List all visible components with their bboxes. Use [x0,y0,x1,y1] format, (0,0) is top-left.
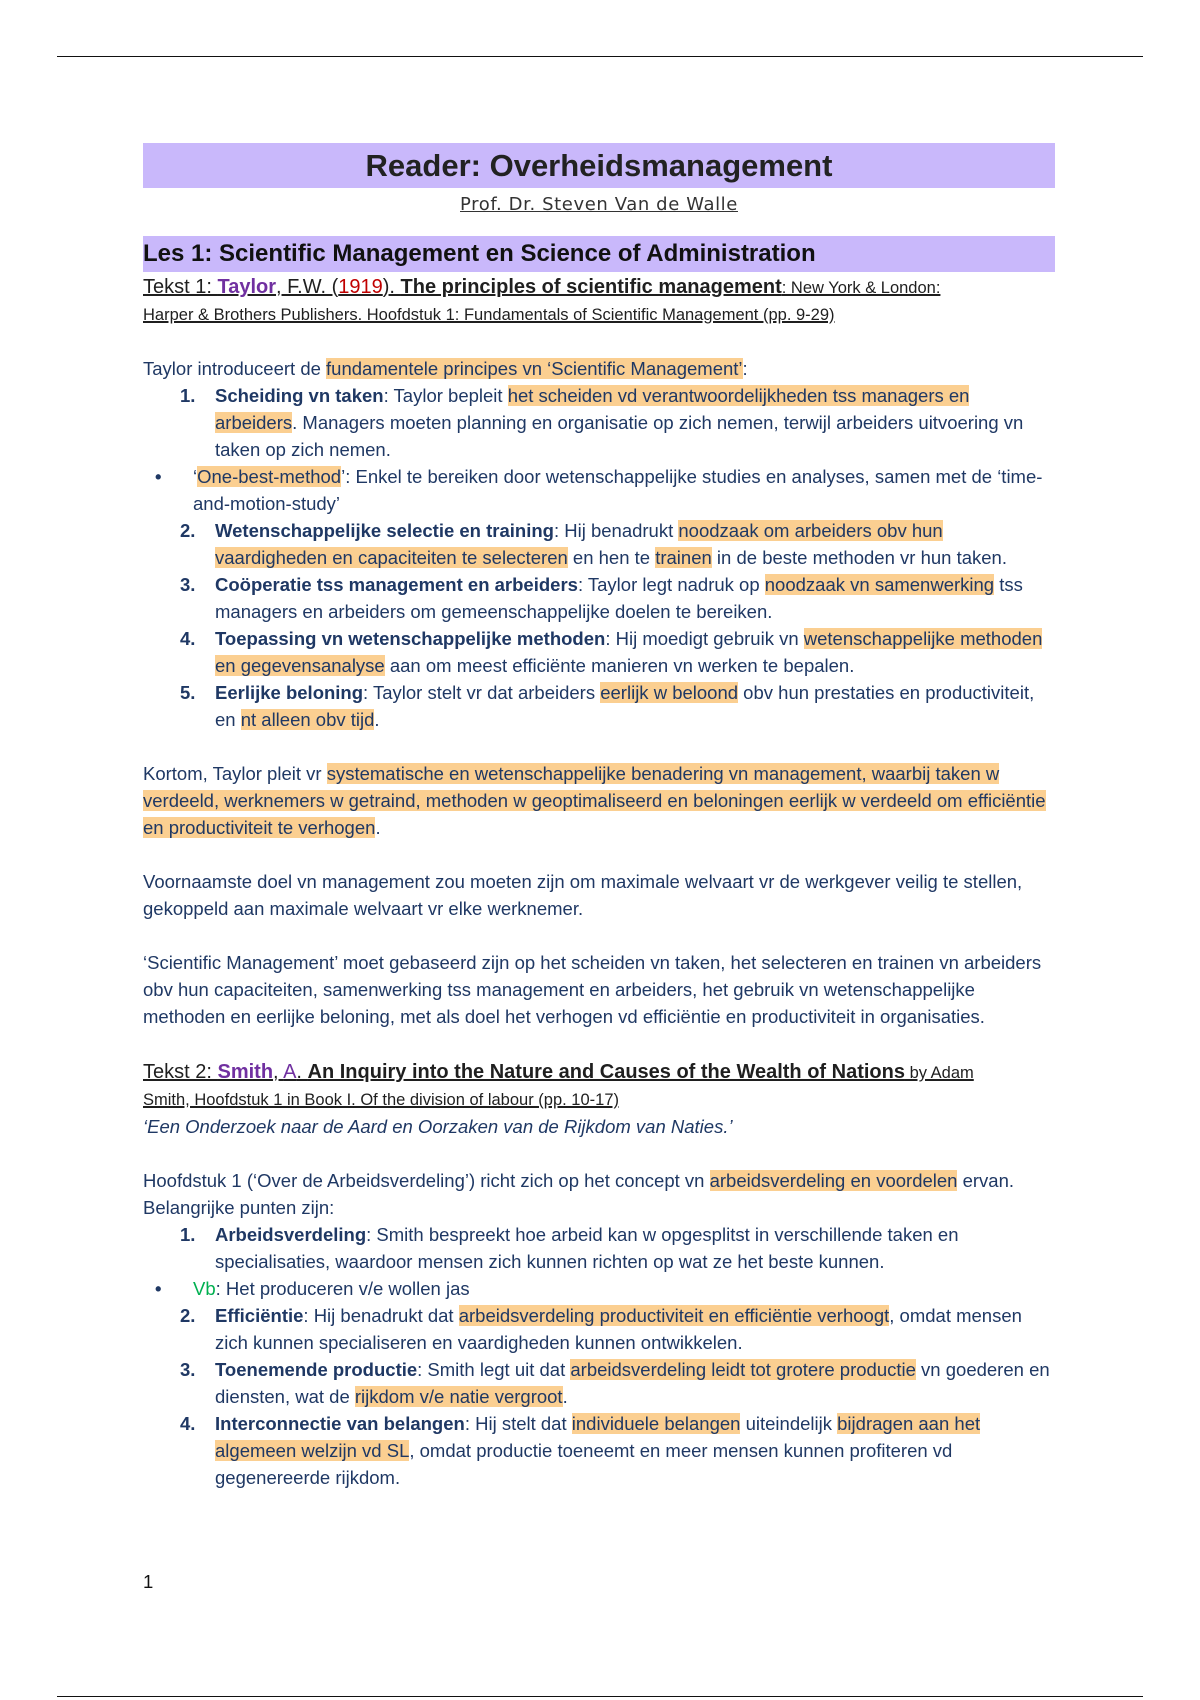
list-number: 4. [180,1413,196,1434]
highlight: One-best-method [197,466,342,487]
ref-label: Tekst 1: [143,276,218,298]
bottom-rule [57,1696,1143,1697]
item-heading: Eerlijke beloning [215,682,364,703]
list-item [143,1302,1055,1356]
example-label: Vb [193,1278,216,1299]
text-run: , omdat mensen zich kunnen specialiseren en vaardigheden kunnen ontwikkelen. [215,1305,1022,1353]
highlight: arbeidsverdeling leidt tot grotere productie [570,1359,916,1380]
ref-punct: , [273,1061,284,1083]
list-number: 4. [180,628,196,649]
highlight: het scheiden vd verantwoordelijkheden tss managers en arbeiders [215,385,970,433]
goal-paragraph: Voornaamste doel vn management zou moeten zijn om maximale welvaart vr de werkgever veilig te stellen, gekoppeld aan maximale welvaart vr elke werknemer. [143,871,1023,919]
list-item [143,679,1055,733]
text-run: : Smith legt uit dat [417,1359,571,1380]
text-run: : Taylor legt nadruk op [577,574,765,595]
conclusion-paragraph: ‘Scientific Management’ moet gebaseerd zijn op het scheiden vn taken, het selecteren en trainen vn arbeiders obv hun capaciteiten, samenwerking tss management en arbeiders, het gebruik vn wetenschappelijke methoden en eerlijke beloning, met als doel het verhogen vd efficiëntie en productiviteit in organisaties. [143,952,1042,1027]
highlight: fundamentele principes vn ‘Scientific Management’ [326,358,743,379]
text-run: ’: Enkel te bereiken door wetenschappelijke studies en analyses, samen met de ‘time-and-motion-study’ [193,466,1043,514]
text-run: ervan. Belangrijke punten zijn: [143,1170,1015,1218]
text-run: obv hun prestaties en productiviteit, en [215,682,1035,730]
section-title: Les 1: Scientific Management en Science of Administration [143,240,816,267]
text-run: . [375,817,381,838]
highlight: individuele belangen [571,1413,741,1434]
text-run: uiteindelijk [740,1413,838,1434]
bullet-icon: • [155,1278,162,1299]
ref-author-rest: , F.W. ( [276,276,339,298]
text-run: Taylor introduceert de [143,358,327,379]
highlight: arbeidsverdeling productiviteit en efficiëntie verhoogt [458,1305,890,1326]
ref-chapter: Harper & Brothers Publishers. Hoofdstuk 1: Fundamentals of Scientific Management (pp. 9-29) [143,306,835,324]
item-heading: Interconnectie van belangen [215,1413,465,1434]
highlight: eerlijk w beloond [600,682,739,703]
document-title: Reader: Overheidsmanagement [365,148,833,183]
list-number: 1. [180,1224,196,1245]
text-run: . [562,1386,568,1407]
ref-book-title: An Inquiry into the Nature and Causes of the Wealth of Nations [307,1061,905,1083]
summary-paragraph [143,760,1055,841]
list-item [143,1410,1055,1491]
text-run: : Hij moedigt gebruik vn [605,628,804,649]
section-banner [143,236,1055,272]
text-run: : Het produceren v/e wollen jas [215,1278,470,1299]
item-heading: Toepassing vn wetenschappelijke methoden [215,628,606,649]
text-run: : Hij benadrukt [553,520,679,541]
text-run: : Hij stelt dat [464,1413,572,1434]
list-item [143,1221,1055,1275]
highlight: arbeidsverdeling en voordelen [709,1170,958,1191]
highlight: systematische en wetenschappelijke benadering vn management, waarbij taken w verdeeld, werknemers w getraind, methoden w geoptimaliseerd en beloningen eerlijk w verdeeld om efficiëntie en productiviteit te verhogen [143,763,1046,838]
item-heading: Arbeidsverdeling [215,1224,367,1245]
highlight: noodzaak vn samenwerking [764,574,995,595]
bullet-icon: • [155,466,162,487]
text-run: Kortom, Taylor pleit vr [143,763,327,784]
highlight: noodzaak om arbeiders obv hun vaardigheden en capaciteiten te selecteren [215,520,943,568]
labour-list [143,1221,1055,1491]
text-run: . [374,709,380,730]
principles-list [143,382,1055,733]
list-item [143,625,1055,679]
list-number: 1. [180,385,196,406]
bullet-item [143,1275,1055,1302]
reference-text-2 [143,1059,1055,1113]
text-run: : Taylor bepleit [383,385,508,406]
list-number: 3. [180,574,196,595]
highlight: trainen [655,547,712,568]
text-run: : Smith bespreekt hoe arbeid kan w opgesplitst in verschillende taken en specialisaties, waardoor mensen zich kunnen richten op wat ze het beste kunnen. [215,1224,959,1272]
ref-chapter: Smith, Hoofdstuk 1 in Book I. Of the division of labour (pp. 10-17) [143,1091,619,1109]
ref-punct: . [296,1061,308,1083]
page-number: 1 [143,1571,154,1592]
text-run: ‘ [193,466,198,487]
highlight: rijkdom v/e natie vergroot [354,1386,563,1407]
text-run: in de beste methoden vr hun taken. [711,547,1007,568]
text-run: , omdat productie toeneemt en meer mensen kunnen profiteren vd gegenereerde rijkdom. [215,1440,953,1488]
list-number: 2. [180,520,196,541]
ref-label: Tekst 2: [143,1061,218,1083]
list-item [143,517,1055,571]
intro-paragraph [143,355,1055,382]
item-heading: Toenemende productie [215,1359,418,1380]
reference-text-1 [143,274,1055,328]
list-item [143,1356,1055,1410]
translated-title: ‘Een Onderzoek naar de Aard en Oorzaken van de Rijkdom van Naties.’ [143,1116,733,1137]
text-run: vn goederen en diensten, wat de [215,1359,1050,1407]
ref-book-title: The principles of scientific management [400,276,782,298]
bullet-item [143,463,1055,517]
text-run: aan om meest efficiënte manieren vn werken te bepalen. [384,655,855,676]
list-number: 3. [180,1359,196,1380]
document-author: Prof. Dr. Steven Van de Walle [460,194,738,215]
text-run: : Taylor stelt vr dat arbeiders [363,682,601,703]
intro-paragraph-2 [143,1167,1055,1221]
document-page [143,143,1055,1491]
title-banner [143,143,1055,188]
list-item [143,382,1055,463]
text-run: Hoofdstuk 1 (‘Over de Arbeidsverdeling’) richt zich op het concept vn [143,1170,710,1191]
highlight: nt alleen obv tijd [240,709,375,730]
text-run: en hen te [567,547,656,568]
list-item [143,571,1055,625]
text-run: . Managers moeten planning en organisatie op zich nemen, terwijl arbeiders uitvoering vn taken op zich nemen. [215,412,1024,460]
text-run: : Hij benadrukt dat [303,1305,459,1326]
text-run: : [742,358,748,379]
ref-publisher: : New York & London: [781,279,941,297]
item-heading: Efficiëntie [215,1305,304,1326]
text-run: tss managers en arbeiders om gemeenschappelijke doelen te bereiken. [215,574,1023,622]
author-line [143,190,1055,218]
ref-punct: ). [382,276,401,298]
ref-year: 1919 [338,276,383,298]
ref-initial: A [283,1061,297,1083]
ref-by: by Adam [904,1064,974,1082]
item-heading: Scheiding vn taken [215,385,384,406]
highlight: bijdragen aan het algemeen welzijn vd SL [215,1413,981,1461]
list-number: 2. [180,1305,196,1326]
ref-author: Smith [217,1061,274,1083]
ref-author: Taylor [217,276,277,298]
item-heading: Coöperatie tss management en arbeiders [215,574,578,595]
list-number: 5. [180,682,196,703]
top-rule [57,56,1143,57]
item-heading: Wetenschappelijke selectie en training [215,520,554,541]
highlight: wetenschappelijke methoden en gegevensanalyse [215,628,1043,676]
